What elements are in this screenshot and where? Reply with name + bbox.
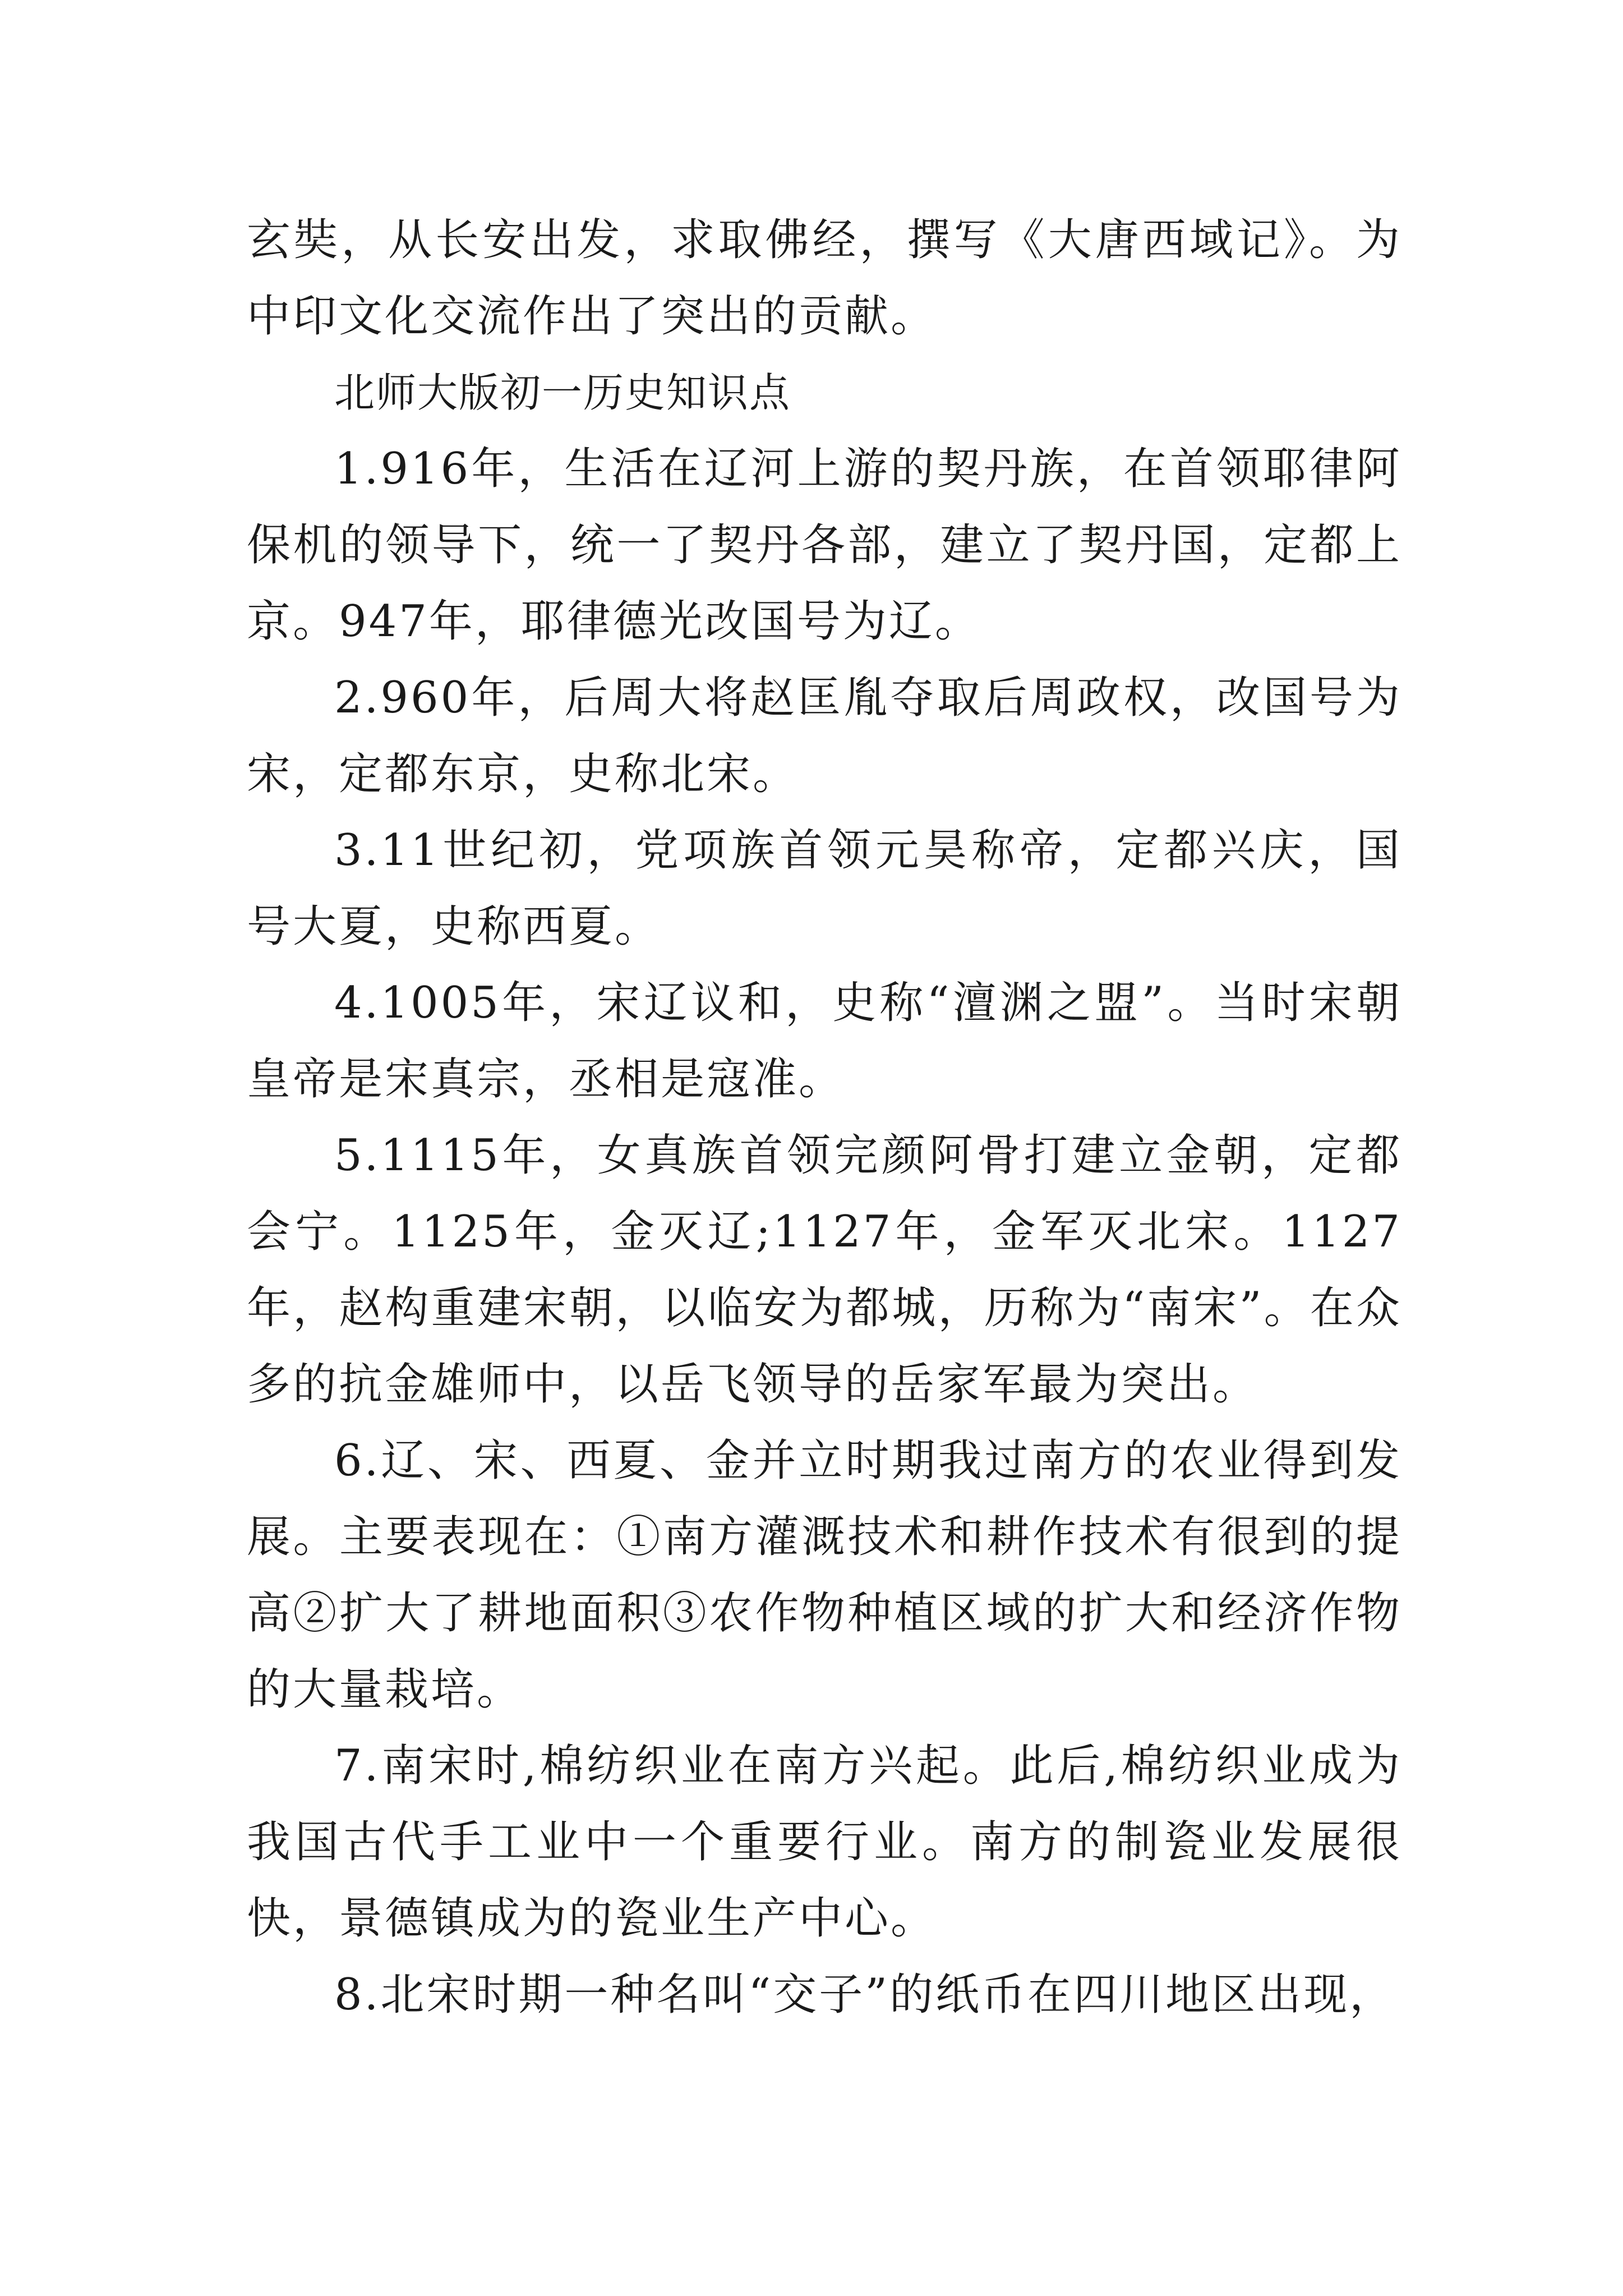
- list-item: 2.960年，后周大将赵匡胤夺取后周政权，改国号为宋，定都东京，史称北宋。: [247, 673, 1402, 799]
- intro-paragraph: 玄奘，从长安出发，求取佛经，撰写《大唐西域记》。为中印文化交流作出了突出的贡献。: [247, 215, 1402, 342]
- list-item: 3.11世纪初，党项族首领元昊称帝，定都兴庆，国号大夏，史称西夏。: [247, 825, 1402, 952]
- list-item: 5.1115年，女真族首领完颜阿骨打建立金朝，定都会宁。1125年，金灭辽;1127年，金军灭北宋。1127年，赵构重建宋朝，以临安为都城，历称为“南宋”。在众多的抗金雄师中，以岳飞领导的岳家军最为突出。: [247, 1130, 1402, 1410]
- list-item: 1.916年，生活在辽河上游的契丹族，在首领耶律阿保机的领导下，统一了契丹各部，建立了契丹国，定都上京。947年，耶律德光改国号为辽。: [247, 444, 1402, 647]
- document-page: [247, 202, 1402, 2033]
- list-item: 7.南宋时,棉纺织业在南方兴起。此后,棉纺织业成为我国古代手工业中一个重要行业。南方的制瓷业发展很快，景德镇成为的瓷业生产中心。: [247, 1741, 1402, 1944]
- list-item: 8.北宋时期一种名叫“交子”的纸币在四川地区出现，: [334, 1970, 1396, 2020]
- section-title: 北师大版初一历史知识点: [334, 369, 791, 416]
- list-item: 6.辽、宋、西夏、金并立时期我过南方的农业得到发展。主要表现在：①南方灌溉技术和耕作技术有很到的提高②扩大了耕地面积③农作物种植区域的扩大和经济作物的大量栽培。: [247, 1435, 1402, 1715]
- list-item: 4.1005年，宋辽议和，史称“澶渊之盟”。当时宋朝皇帝是宋真宗，丞相是寇准。: [247, 978, 1402, 1105]
